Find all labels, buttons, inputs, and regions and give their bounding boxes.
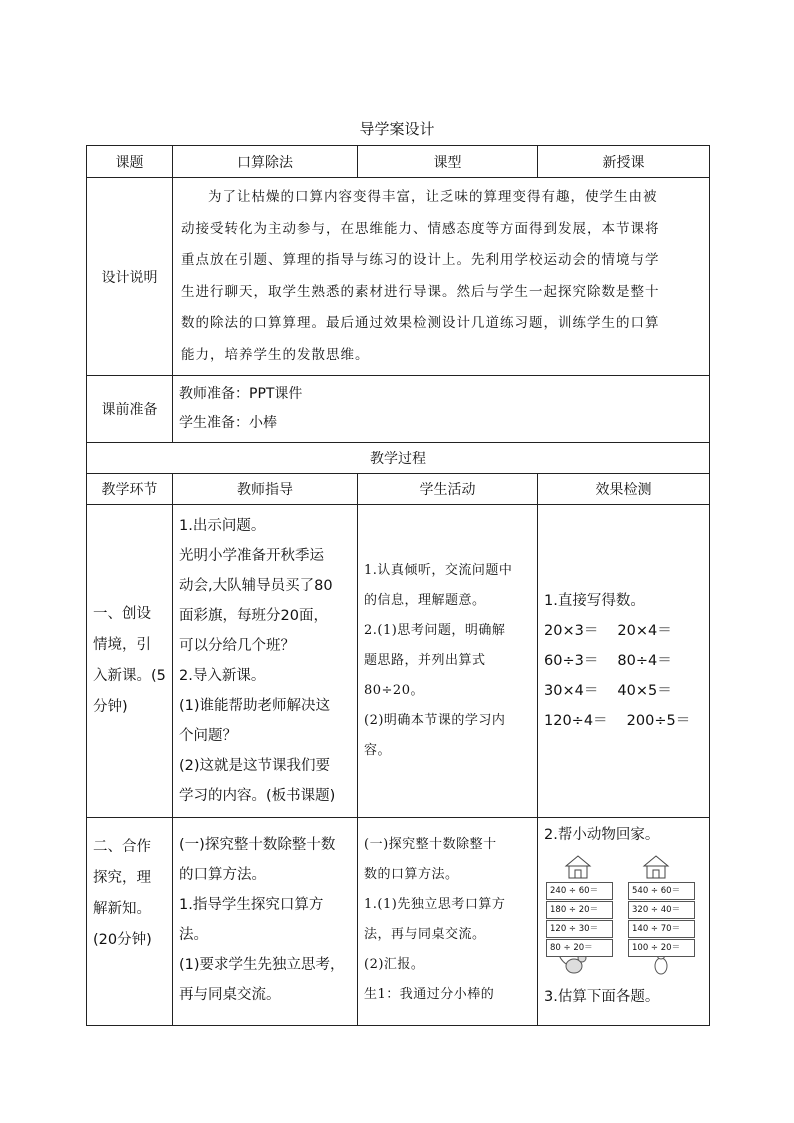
stage-text: 二、合作: [93, 839, 151, 855]
student-text: 题思路，并列出算式: [364, 653, 486, 668]
stage-cell: [87, 505, 173, 818]
student-text: 1.认真倾听，交流问题中: [364, 563, 513, 578]
lesson-plan-table: [86, 145, 710, 1026]
student-text: 2.(1)思考问题，明确解: [364, 623, 506, 638]
check-text: 120÷4＝ 200÷5＝: [544, 713, 691, 729]
teacher-guidance-cell: [173, 505, 358, 818]
student-text: 容。: [364, 743, 392, 758]
division-box: 540 ÷ 60＝: [628, 882, 695, 900]
effect-check-cell: [538, 818, 710, 1026]
division-box: 140 ÷ 70＝: [628, 920, 695, 938]
design-text: [173, 178, 710, 376]
student-text: (2)明确本节课的学习内: [364, 713, 506, 728]
column-header: 教学环节: [87, 474, 173, 505]
student-text: 数的口算方法。: [364, 867, 459, 882]
stage-text: 情境，引: [93, 637, 151, 653]
stage-cell: [87, 818, 173, 1026]
teacher-text: 的口算方法。: [179, 867, 266, 883]
teacher-text: 光明小学准备开秋季运: [179, 548, 324, 564]
student-text: (一)探究整十数除整十: [364, 837, 497, 852]
division-box: 240 ÷ 60＝: [546, 882, 613, 900]
check-text: 20×3＝ 20×4＝: [544, 623, 672, 639]
teacher-text: (一)探究整十数除整十数: [179, 837, 336, 853]
student-text: 法，再与同桌交流。: [364, 927, 486, 942]
student-activity-cell: [358, 818, 538, 1026]
teacher-text: 法。: [179, 927, 208, 943]
stage-text: 探究，理: [93, 870, 151, 886]
type-label: 课型: [358, 146, 538, 178]
topic-label: 课题: [87, 146, 173, 178]
column-header: 效果检测: [538, 474, 710, 505]
design-line: 动接受转化为主动参与，在思维能力、情感态度等方面得到发展，本节课将: [181, 220, 660, 237]
teacher-text: 2.导入新课。: [179, 668, 266, 684]
teacher-text: 再与同桌交流。: [179, 987, 281, 1003]
teacher-guidance-cell: [173, 818, 358, 1026]
check-text: 30×4＝ 40×5＝: [544, 683, 672, 699]
stage-row-2: [87, 818, 710, 1026]
type-value: 新授课: [538, 146, 710, 178]
check-text: 60÷3＝ 80÷4＝: [544, 653, 672, 669]
division-box: 320 ÷ 40＝: [628, 901, 695, 919]
teacher-text: (1)要求学生先独立思考，: [179, 957, 345, 973]
student-text: (2)汇报。: [364, 957, 425, 972]
design-line: 重点放在引题、算理的指导与练习的设计上。先利用学校运动会的情境与学: [181, 252, 660, 268]
design-row: [87, 178, 710, 376]
prep-content: [173, 376, 710, 443]
teacher-text: (1)谁能帮助老师解决这: [179, 698, 331, 714]
stage-text: (20分钟): [93, 932, 152, 948]
page-title: 导学案设计: [359, 120, 435, 138]
teacher-text: (2)这就是这节课我们要: [179, 758, 331, 774]
animal-home-figure: [544, 852, 694, 982]
design-line: 能力，培养学生的发散思维。: [181, 346, 370, 363]
teacher-text: 1.指导学生探究口算方: [179, 897, 324, 913]
teacher-text: 面彩旗，每班分20面，: [179, 608, 328, 624]
stage-text: 解新知。: [93, 901, 151, 917]
teacher-text: 学习的内容。(板书课题): [179, 788, 336, 804]
design-line: 为了让枯燥的口算内容变得丰富，让乏味的算理变得有趣，使学生由被: [208, 189, 658, 205]
column-header: 教师指导: [173, 474, 358, 505]
design-line: 生进行聊天，取学生熟悉的素材进行导课。然后与学生一起探究除数是整十: [181, 283, 660, 300]
student-text: 生1：我通过分小棒的: [364, 987, 495, 1002]
student-text: 80÷20。: [364, 683, 424, 698]
student-text: 的信息，理解题意。: [364, 593, 486, 608]
division-box: 180 ÷ 20＝: [546, 901, 613, 919]
check-text: 3.估算下面各题。: [544, 989, 660, 1005]
column-header: 学生活动: [358, 474, 538, 505]
stage-row-1: [87, 505, 710, 818]
teacher-prep: 教师准备：PPT课件: [179, 386, 303, 402]
stage-text: 分钟): [93, 699, 128, 715]
division-box: 80 ÷ 20＝: [546, 939, 613, 957]
stage-text: 一、创设: [93, 606, 151, 622]
prep-row: [87, 376, 710, 443]
topic-value: 口算除法: [173, 146, 358, 178]
house-icon: [566, 856, 590, 878]
house-icon: [644, 856, 668, 878]
check-text: 2.帮小动物回家。: [544, 827, 660, 843]
design-label: 设计说明: [87, 178, 173, 376]
teacher-text: 动会,大队辅导员买了80: [179, 578, 333, 594]
process-title: 教学过程: [87, 443, 710, 474]
header-row: [87, 146, 710, 178]
check-text: 1.直接写得数。: [544, 593, 645, 609]
student-prep: 学生准备：小棒: [179, 415, 277, 431]
prep-label: 课前准备: [87, 376, 173, 443]
stage-text: 入新课。(5: [93, 668, 166, 684]
effect-check-cell: [538, 505, 710, 818]
division-box: 120 ÷ 30＝: [546, 920, 613, 938]
teacher-text: 个问题？: [179, 728, 237, 744]
student-activity-cell: [358, 505, 538, 818]
division-box: 100 ÷ 20＝: [628, 939, 695, 957]
process-title-row: [87, 443, 710, 474]
teacher-text: 1.出示问题。: [179, 518, 266, 534]
student-text: 1.(1)先独立思考口算方: [364, 897, 506, 912]
teacher-text: 可以分给几个班？: [179, 638, 295, 654]
design-line: 数的除法的口算算理。最后通过效果检测设计几道练习题，训练学生的口算: [181, 315, 660, 331]
column-header-row: [87, 474, 710, 505]
